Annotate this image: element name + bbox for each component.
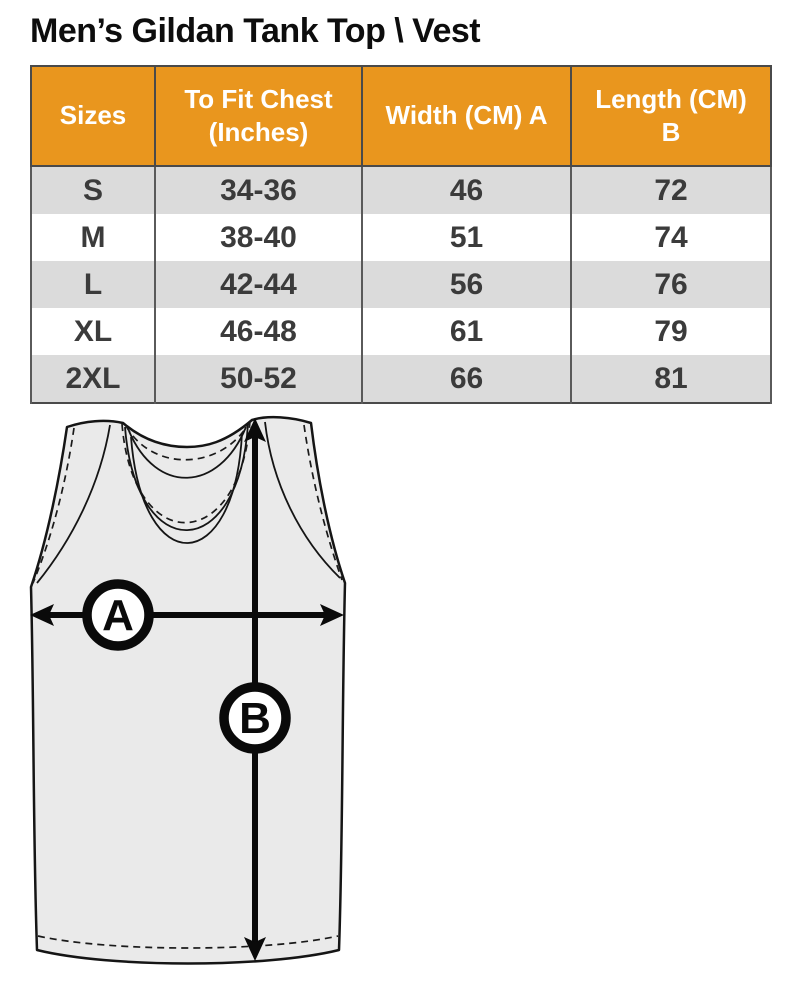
header-line: (Inches) bbox=[208, 117, 309, 147]
table-row-2xl bbox=[31, 355, 771, 403]
tank-top-outline bbox=[31, 417, 345, 963]
cell-size: M bbox=[31, 214, 155, 261]
cell-size: S bbox=[31, 166, 155, 214]
table-body bbox=[31, 166, 771, 403]
cell-width: 46 bbox=[362, 166, 571, 214]
cell-length: 76 bbox=[571, 261, 771, 308]
header-length bbox=[571, 66, 771, 166]
cell-size: L bbox=[31, 261, 155, 308]
cell-length: 81 bbox=[571, 355, 771, 403]
cell-width: 61 bbox=[362, 308, 571, 355]
table-row-l bbox=[31, 261, 771, 308]
cell-chest: 38-40 bbox=[155, 214, 362, 261]
table-row-xl bbox=[31, 308, 771, 355]
length-label-badge bbox=[224, 687, 286, 749]
cell-width: 66 bbox=[362, 355, 571, 403]
header-line: Width (CM) A bbox=[385, 100, 548, 131]
table-row-m bbox=[31, 214, 771, 261]
cell-width: 51 bbox=[362, 214, 571, 261]
table-row-s bbox=[31, 166, 771, 214]
table-header bbox=[31, 66, 771, 166]
header-sizes bbox=[31, 66, 155, 166]
cell-width: 56 bbox=[362, 261, 571, 308]
cell-length: 72 bbox=[571, 166, 771, 214]
header-row bbox=[31, 66, 771, 166]
cell-length: 74 bbox=[571, 214, 771, 261]
cell-chest: 46-48 bbox=[155, 308, 362, 355]
header-line: To Fit Chest bbox=[184, 83, 333, 114]
length-label-letter: B bbox=[239, 694, 271, 743]
header-width bbox=[362, 66, 571, 166]
page-title: Men’s Gildan Tank Top \ Vest bbox=[30, 12, 481, 50]
cell-size: XL bbox=[31, 308, 155, 355]
header-line: Length (CM) bbox=[595, 83, 747, 114]
header-line: B bbox=[661, 117, 681, 147]
cell-length: 79 bbox=[571, 308, 771, 355]
tank-top-diagram bbox=[0, 415, 360, 985]
size-chart-table bbox=[30, 65, 772, 404]
cell-chest: 34-36 bbox=[155, 166, 362, 214]
cell-size: 2XL bbox=[31, 355, 155, 403]
width-label-letter: A bbox=[102, 591, 134, 640]
header-line: Sizes bbox=[59, 100, 127, 131]
cell-chest: 42-44 bbox=[155, 261, 362, 308]
width-label-badge bbox=[87, 584, 149, 646]
cell-chest: 50-52 bbox=[155, 355, 362, 403]
header-chest bbox=[155, 66, 362, 166]
